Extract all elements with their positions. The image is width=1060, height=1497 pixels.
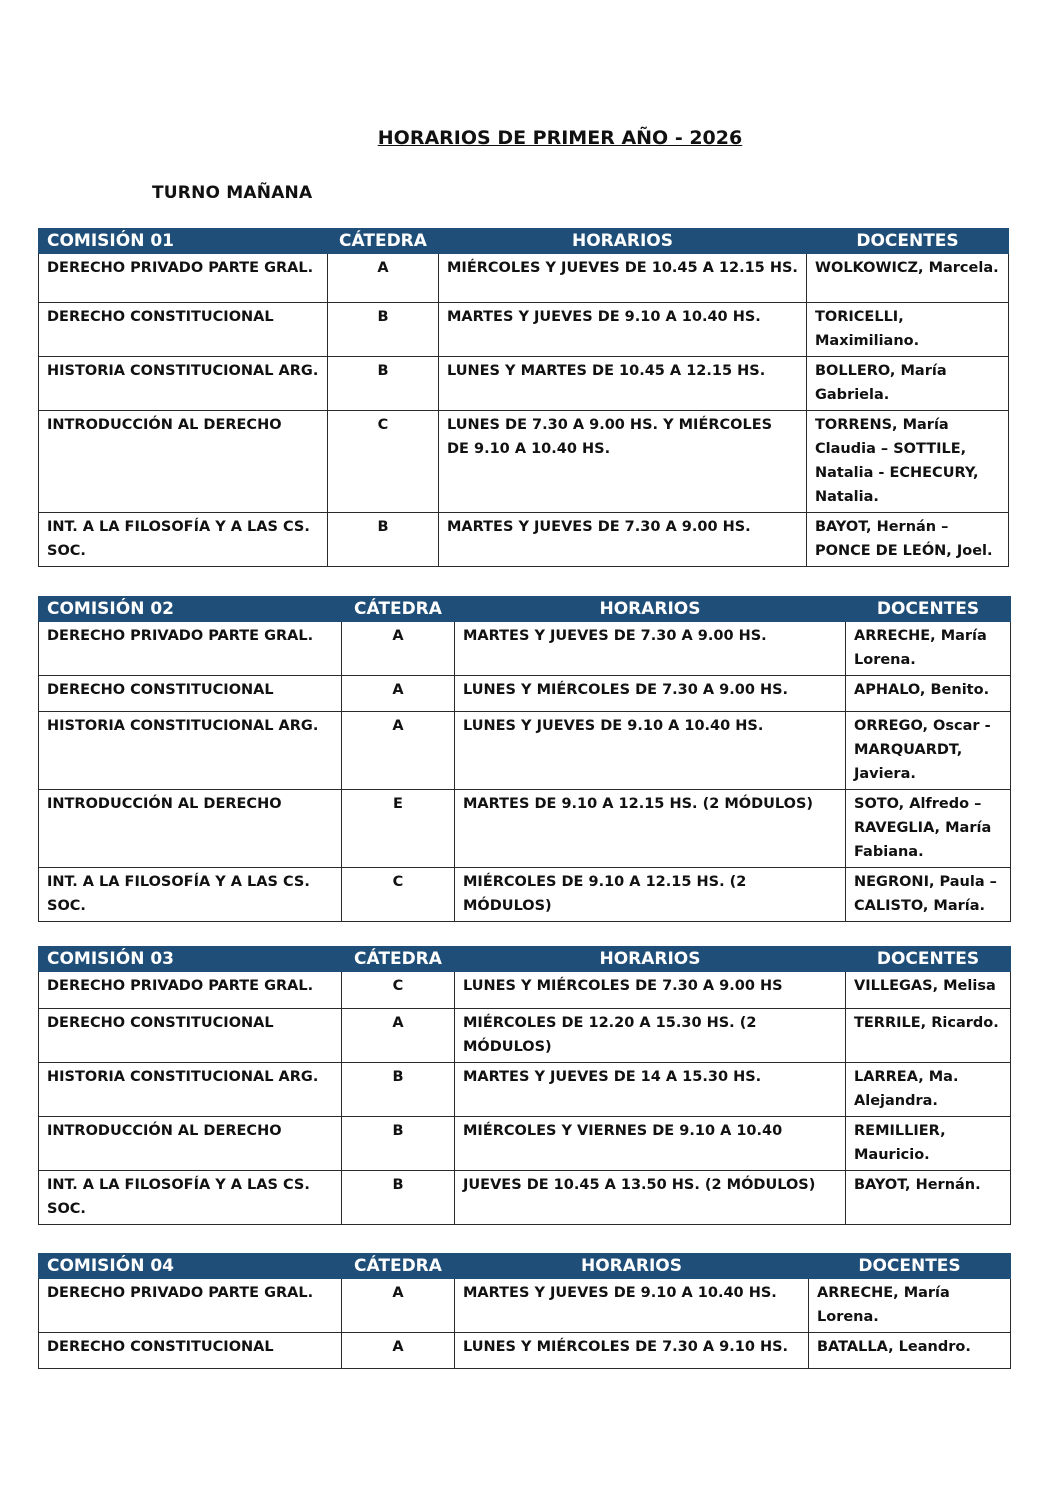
turno-heading: TURNO MAÑANA	[152, 183, 313, 203]
docentes-cell: LARREA, Ma. Alejandra.	[846, 1063, 1011, 1117]
materia-cell: DERECHO PRIVADO PARTE GRAL.	[39, 1279, 342, 1333]
catedra-cell: A	[342, 1333, 455, 1369]
materia-cell: DERECHO CONSTITUCIONAL	[39, 303, 328, 357]
schedule-table-comision-03	[38, 946, 1011, 1225]
table-header-row	[39, 229, 1009, 254]
materia-cell: INT. A LA FILOSOFÍA Y A LAS CS. SOC.	[39, 513, 328, 567]
materia-cell: INT. A LA FILOSOFÍA Y A LAS CS. SOC.	[39, 1171, 342, 1225]
table-row	[39, 1117, 1011, 1171]
horario-cell: MARTES DE 9.10 A 12.15 HS. (2 MÓDULOS)	[455, 790, 846, 868]
docentes-header: DOCENTES	[846, 947, 1011, 972]
commission-header: COMISIÓN 03	[39, 947, 342, 972]
docentes-cell: SOTO, Alfredo – RAVEGLIA, María Fabiana.	[846, 790, 1011, 868]
catedra-cell: A	[328, 254, 439, 303]
materia-cell: DERECHO CONSTITUCIONAL	[39, 1009, 342, 1063]
commission-header: COMISIÓN 02	[39, 597, 342, 622]
horario-cell: LUNES Y JUEVES DE 9.10 A 10.40 HS.	[455, 712, 846, 790]
catedra-cell: B	[342, 1063, 455, 1117]
schedule-table-comision-04	[38, 1253, 1011, 1369]
catedra-header: CÁTEDRA	[328, 229, 439, 254]
catedra-cell: C	[328, 411, 439, 513]
horario-cell: LUNES Y MARTES DE 10.45 A 12.15 HS.	[439, 357, 807, 411]
table-row	[39, 357, 1009, 411]
catedra-header: CÁTEDRA	[342, 597, 455, 622]
table-row	[39, 712, 1011, 790]
docentes-cell: ARRECHE, María Lorena.	[809, 1279, 1011, 1333]
catedra-cell: C	[342, 868, 455, 922]
table-row	[39, 1063, 1011, 1117]
horarios-header: HORARIOS	[455, 597, 846, 622]
table-row	[39, 254, 1009, 303]
table-row	[39, 513, 1009, 567]
table-row	[39, 790, 1011, 868]
materia-cell: DERECHO PRIVADO PARTE GRAL.	[39, 622, 342, 676]
horario-cell: MARTES Y JUEVES DE 7.30 A 9.00 HS.	[439, 513, 807, 567]
page-title: HORARIOS DE PRIMER AÑO - 2026	[377, 127, 743, 149]
catedra-cell: B	[342, 1171, 455, 1225]
horario-cell: LUNES Y MIÉRCOLES DE 7.30 A 9.10 HS.	[455, 1333, 809, 1369]
table-row	[39, 411, 1009, 513]
horario-cell: LUNES Y MIÉRCOLES DE 7.30 A 9.00 HS	[455, 972, 846, 1009]
materia-cell: INT. A LA FILOSOFÍA Y A LAS CS. SOC.	[39, 868, 342, 922]
catedra-cell: A	[342, 1009, 455, 1063]
catedra-cell: B	[328, 303, 439, 357]
catedra-cell: B	[328, 513, 439, 567]
materia-cell: HISTORIA CONSTITUCIONAL ARG.	[39, 1063, 342, 1117]
horarios-header: HORARIOS	[455, 1254, 809, 1279]
horario-cell: JUEVES DE 10.45 A 13.50 HS. (2 MÓDULOS)	[455, 1171, 846, 1225]
docentes-header: DOCENTES	[846, 597, 1011, 622]
docentes-cell: VILLEGAS, Melisa	[846, 972, 1011, 1009]
materia-cell: INTRODUCCIÓN AL DERECHO	[39, 790, 342, 868]
docentes-cell: APHALO, Benito.	[846, 676, 1011, 712]
schedule-table-comision-01	[38, 228, 1009, 567]
materia-cell: INTRODUCCIÓN AL DERECHO	[39, 1117, 342, 1171]
docentes-cell: REMILLIER, Mauricio.	[846, 1117, 1011, 1171]
table-row	[39, 303, 1009, 357]
materia-cell: DERECHO PRIVADO PARTE GRAL.	[39, 972, 342, 1009]
docentes-cell: TORRENS, María Claudia – SOTTILE, Natalia - ECHECURY, Natalia.	[807, 411, 1009, 513]
catedra-header: CÁTEDRA	[342, 947, 455, 972]
materia-cell: HISTORIA CONSTITUCIONAL ARG.	[39, 357, 328, 411]
horario-cell: MARTES Y JUEVES DE 7.30 A 9.00 HS.	[455, 622, 846, 676]
materia-cell: INTRODUCCIÓN AL DERECHO	[39, 411, 328, 513]
materia-cell: DERECHO CONSTITUCIONAL	[39, 1333, 342, 1369]
catedra-cell: A	[342, 676, 455, 712]
materia-cell: DERECHO PRIVADO PARTE GRAL.	[39, 254, 328, 303]
table-row	[39, 1009, 1011, 1063]
horario-cell: MARTES Y JUEVES DE 14 A 15.30 HS.	[455, 1063, 846, 1117]
docentes-header: DOCENTES	[809, 1254, 1011, 1279]
docentes-cell: BATALLA, Leandro.	[809, 1333, 1011, 1369]
docentes-cell: TORICELLI, Maximiliano.	[807, 303, 1009, 357]
docentes-cell: TERRILE, Ricardo.	[846, 1009, 1011, 1063]
docentes-cell: WOLKOWICZ, Marcela.	[807, 254, 1009, 303]
catedra-cell: A	[342, 1279, 455, 1333]
docentes-cell: BOLLERO, María Gabriela.	[807, 357, 1009, 411]
table-header-row	[39, 947, 1011, 972]
horario-cell: MARTES Y JUEVES DE 9.10 A 10.40 HS.	[439, 303, 807, 357]
materia-cell: HISTORIA CONSTITUCIONAL ARG.	[39, 712, 342, 790]
horario-cell: LUNES DE 7.30 A 9.00 HS. Y MIÉRCOLES DE 9.10 A 10.40 HS.	[439, 411, 807, 513]
horario-cell: MARTES Y JUEVES DE 9.10 A 10.40 HS.	[455, 1279, 809, 1333]
catedra-cell: A	[342, 712, 455, 790]
schedule-table-comision-02	[38, 596, 1011, 922]
catedra-cell: B	[342, 1117, 455, 1171]
table-header-row	[39, 597, 1011, 622]
commission-header: COMISIÓN 01	[39, 229, 328, 254]
commission-header: COMISIÓN 04	[39, 1254, 342, 1279]
catedra-cell: B	[328, 357, 439, 411]
horarios-header: HORARIOS	[455, 947, 846, 972]
table-row	[39, 622, 1011, 676]
table-row	[39, 1333, 1011, 1369]
catedra-header: CÁTEDRA	[342, 1254, 455, 1279]
docentes-cell: ORREGO, Oscar - MARQUARDT, Javiera.	[846, 712, 1011, 790]
table-row	[39, 1171, 1011, 1225]
horario-cell: MIÉRCOLES Y VIERNES DE 9.10 A 10.40	[455, 1117, 846, 1171]
catedra-cell: E	[342, 790, 455, 868]
table-row	[39, 972, 1011, 1009]
horario-cell: MIÉRCOLES DE 9.10 A 12.15 HS. (2 MÓDULOS)	[455, 868, 846, 922]
materia-cell: DERECHO CONSTITUCIONAL	[39, 676, 342, 712]
table-row	[39, 1279, 1011, 1333]
docentes-cell: ARRECHE, María Lorena.	[846, 622, 1011, 676]
catedra-cell: C	[342, 972, 455, 1009]
table-header-row	[39, 1254, 1011, 1279]
table-row	[39, 676, 1011, 712]
docentes-cell: NEGRONI, Paula – CALISTO, María.	[846, 868, 1011, 922]
catedra-cell: A	[342, 622, 455, 676]
horarios-header: HORARIOS	[439, 229, 807, 254]
horario-cell: LUNES Y MIÉRCOLES DE 7.30 A 9.00 HS.	[455, 676, 846, 712]
horario-cell: MIÉRCOLES Y JUEVES DE 10.45 A 12.15 HS.	[439, 254, 807, 303]
docentes-cell: BAYOT, Hernán.	[846, 1171, 1011, 1225]
horario-cell: MIÉRCOLES DE 12.20 A 15.30 HS. (2 MÓDULOS)	[455, 1009, 846, 1063]
docentes-cell: BAYOT, Hernán – PONCE DE LEÓN, Joel.	[807, 513, 1009, 567]
table-row	[39, 868, 1011, 922]
docentes-header: DOCENTES	[807, 229, 1009, 254]
